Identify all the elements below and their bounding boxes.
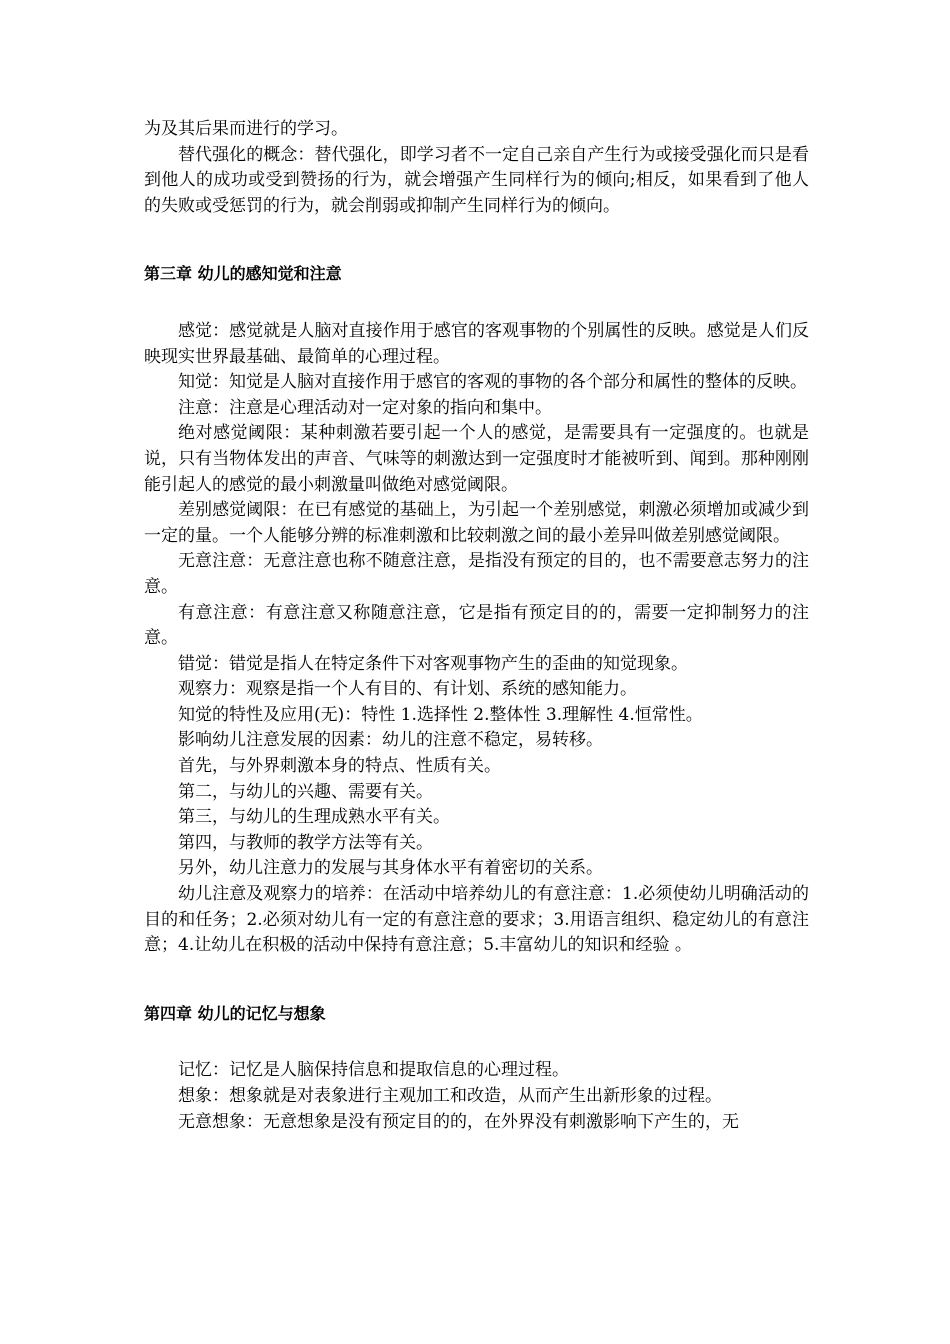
document-body bbox=[144, 117, 809, 1135]
ch3-paragraph-third: 第三，与幼儿的生理成熟水平有关。 bbox=[178, 807, 450, 828]
ch3-paragraph-absolute-threshold: 绝对感觉阈限：某种刺激若要引起一个人的感觉，是需要具有一定强度的。也就是说，只有当物体发出的声音、气味等的刺激达到一定强度时才能被听到、闻到。那种刚刚能引起人的感觉的最小刺激量叫做绝对感觉阈限。 bbox=[144, 423, 809, 495]
ch3-paragraph-illusion: 错觉：错觉是指人在特定条件下对客观事物产生的歪曲的知觉现象。 bbox=[178, 653, 688, 674]
ch3-paragraph-perception: 知觉：知觉是人脑对直接作用于感官的客观的事物的各个部分和属性的整体的反映。 bbox=[178, 372, 807, 393]
ch4-paragraph-imagination: 想象：想象就是对表象进行主观加工和改造，从而产生出新形象的过程。 bbox=[178, 1086, 722, 1106]
ch3-paragraph-perception-traits: 知觉的特性及应用(无)：特性 1.选择性 2.整体性 3.理解性 4.恒常性。 bbox=[178, 704, 703, 725]
ch3-paragraph-second: 第二，与幼儿的兴趣、需要有关。 bbox=[178, 781, 433, 802]
paragraph-vicarious-reinforcement: 替代强化的概念：替代强化，即学习者不一定自己亲自产生行为或接受强化而只是看到他人的成功或受到赞扬的行为，就会增强产生同样行为的倾向;相反，如果看到了他人的失败或受惩罚的行为，就会削弱或抑制产生同样行为的倾向。 bbox=[144, 144, 809, 216]
chapter-3-title: 第三章 幼儿的感知觉和注意 bbox=[144, 264, 342, 284]
ch3-paragraph-difference-threshold: 差别感觉阈限：在已有感觉的基础上，为引起一个差别感觉，刺激必须增加或减少到一定的量。一个人能够分辨的标准刺激和比较刺激之间的最小差异叫做差别感觉阈限。 bbox=[144, 500, 809, 546]
ch3-paragraph-attention-factors: 影响幼儿注意发展的因素：幼儿的注意不稳定，易转移。 bbox=[178, 730, 603, 751]
ch3-paragraph-cultivation: 幼儿注意及观察力的培养：在活动中培养幼儿的有意注意：1.必须使幼儿明确活动的目的和任务；2.必须对幼儿有一定的有意注意的要求；3.用语言组织、稳定幼儿的有意注意；4.让幼儿在积极的活动中保持有意注意；5.丰富幼儿的知识和经验 。 bbox=[144, 884, 809, 956]
ch3-paragraph-attention: 注意：注意是心理活动对一定对象的指向和集中。 bbox=[178, 397, 552, 418]
ch4-paragraph-involuntary-imagination: 无意想象：无意想象是没有预定目的的，在外界没有刺激影响下产生的，无 bbox=[178, 1111, 739, 1132]
ch3-paragraph-involuntary-attention: 无意注意：无意注意也称不随意注意，是指没有预定的目的，也不需要意志努力的注意。 bbox=[144, 551, 809, 597]
ch3-paragraph-first: 首先，与外界刺激本身的特点、性质有关。 bbox=[178, 756, 501, 777]
ch3-paragraph-observation: 观察力：观察是指一个人有目的、有计划、系统的感知能力。 bbox=[178, 679, 637, 700]
chapter-4-title: 第四章 幼儿的记忆与想象 bbox=[144, 1003, 326, 1023]
paragraph-continuation: 为及其后果而进行的学习。 bbox=[144, 119, 348, 139]
ch4-paragraph-memory: 记忆：记忆是人脑保持信息和提取信息的心理过程。 bbox=[178, 1060, 569, 1081]
ch3-paragraph-voluntary-attention: 有意注意：有意注意又称随意注意，它是指有预定目的的，需要一定抑制努力的注意。 bbox=[144, 602, 809, 649]
ch3-paragraph-fourth: 第四，与教师的教学方法等有关。 bbox=[178, 832, 433, 853]
ch3-paragraph-additionally: 另外，幼儿注意力的发展与其身体水平有着密切的关系。 bbox=[178, 858, 603, 879]
ch3-paragraph-sensation: 感觉：感觉就是人脑对直接作用于感官的客观事物的个别属性的反映。感觉是人们反映现实世界最基础、最简单的心理过程。 bbox=[144, 320, 809, 367]
